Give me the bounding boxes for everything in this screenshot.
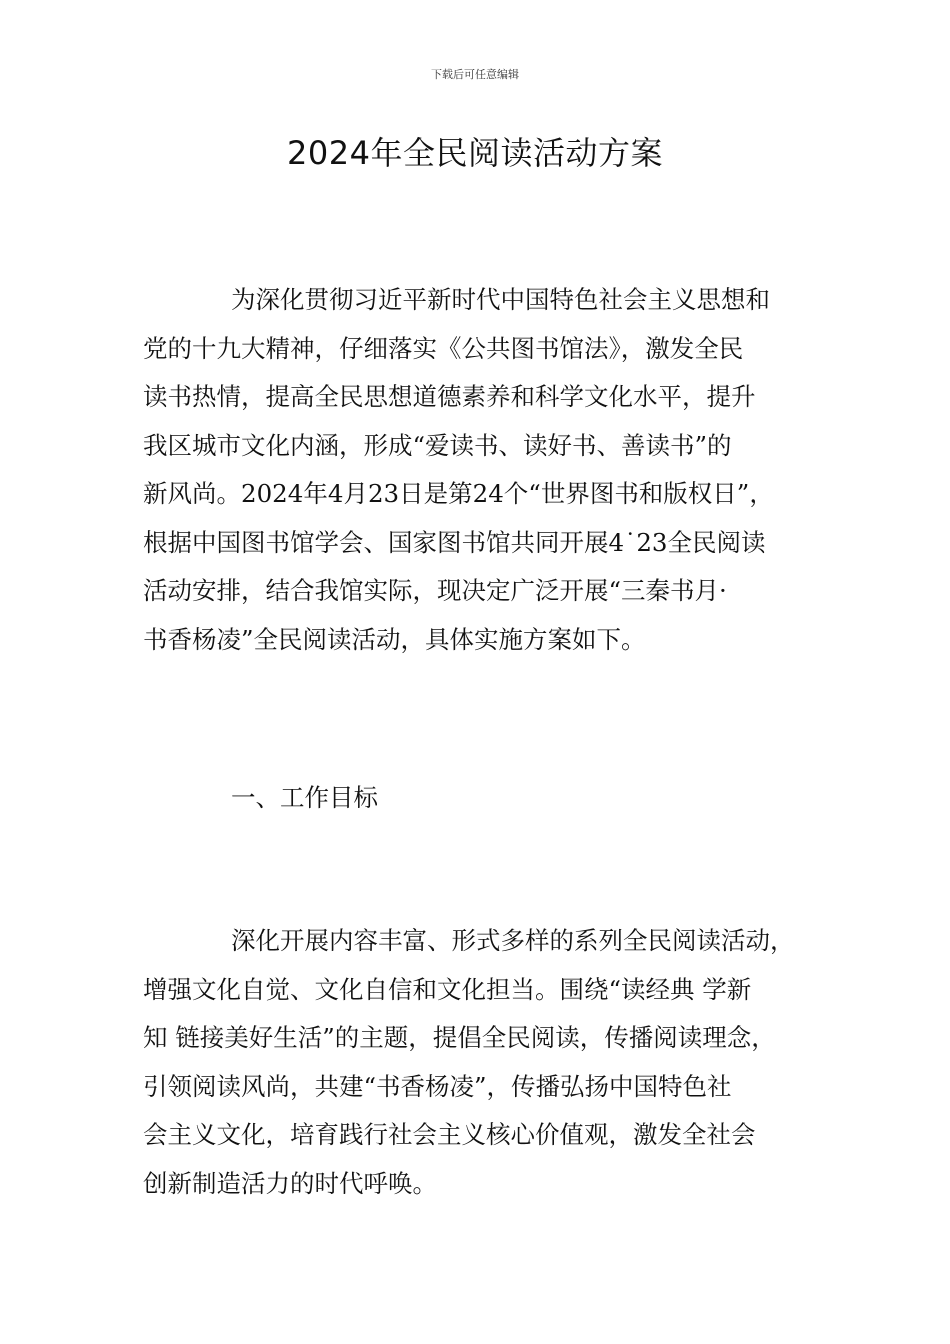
paragraph-line: 深化开展内容丰富、形式多样的系列全民阅读活动， [231, 926, 795, 955]
section-heading: 一、工作目标 [231, 783, 378, 812]
paragraph-line: 创新制造活力的时代呼唤。 [143, 1168, 437, 1198]
paragraph-line: 会主义文化，培育践行社会主义核心价值观，激发全社会 [143, 1120, 756, 1149]
paragraph-line: 读书热情，提高全民思想道德素养和科学文化水平，提升 [143, 382, 756, 411]
paragraph-line: 增强文化自觉、文化自信和文化担当。围绕“读经典 学新 [143, 974, 752, 1004]
paragraph-line: 新风尚。2024年4月23日是第24个“世界图书和版权日”， [143, 479, 774, 508]
document-title: 2024年全民阅读活动方案 [287, 134, 663, 172]
header-note: 下载后可任意编辑 [431, 68, 519, 81]
paragraph-line: 书香杨凌”全民阅读活动，具体实施方案如下。 [143, 624, 646, 654]
paragraph-line: 为深化贯彻习近平新时代中国特色社会主义思想和 [231, 285, 770, 314]
paragraph-line: 知 链接美好生活”的主题，提倡全民阅读，传播阅读理念， [143, 1023, 776, 1052]
paragraph-line: 根据中国图书馆学会、国家图书馆共同开展4˙23全民阅读 [143, 527, 766, 557]
goal-paragraph [143, 917, 833, 1208]
intro-paragraph [143, 276, 833, 664]
paragraph-line: 我区城市文化内涵，形成“爱读书、读好书、善读书”的 [143, 430, 732, 460]
paragraph-line: 党的十九大精神，仔细落实《公共图书馆法》，激发全民 [143, 333, 744, 363]
paragraph-line: 活动安排，结合我馆实际，现决定广泛开展“三秦书月· [143, 576, 727, 605]
paragraph-line: 引领阅读风尚，共建“书香杨凌”，传播弘扬中国特色社 [143, 1071, 732, 1101]
